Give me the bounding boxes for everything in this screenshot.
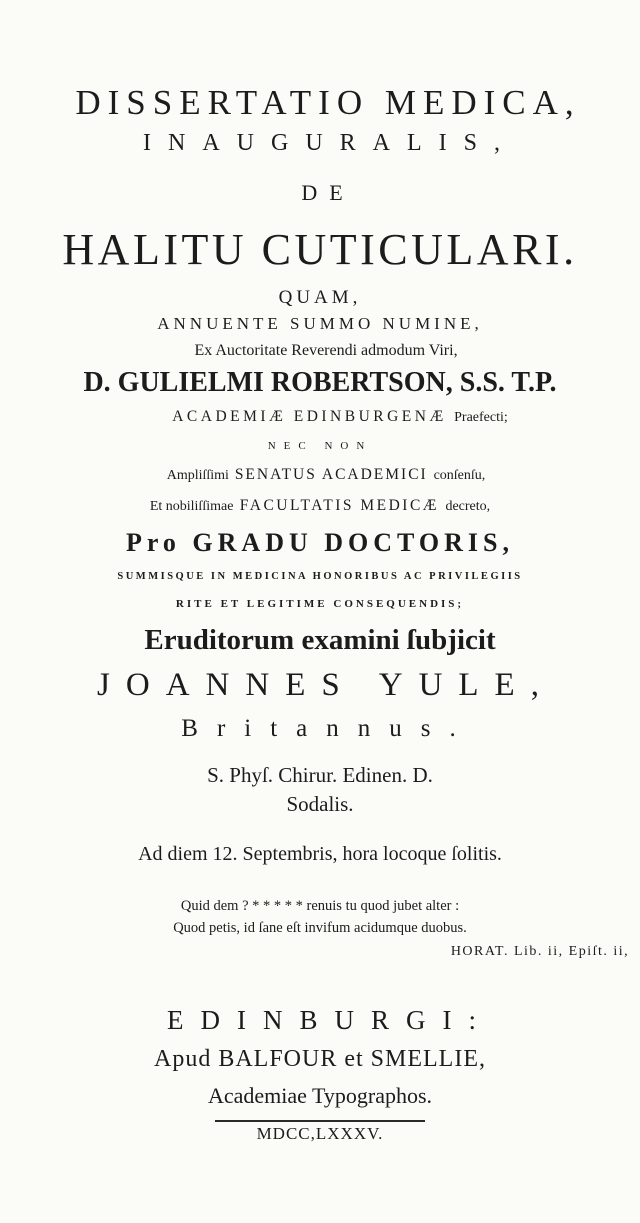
senatus-line: [0, 466, 640, 484]
author-name: JOANNES YULE,: [97, 667, 555, 703]
imprint-year: MDCC,LXXXV.: [256, 1124, 384, 1143]
imprint-role: Academiae Typographos.: [207, 1083, 433, 1108]
facultatis-text: FACULTATIS MEDICÆ: [239, 497, 440, 514]
praeses-name: D. GULIELMI ROBERTSON, S.S. T.P.: [83, 367, 557, 398]
epigraph-source: HORAT. Lib. ii, Epiſt. ii,: [450, 944, 630, 959]
dissertation-subtitle: INAUGURALIS,: [143, 130, 517, 156]
preposition-de: DE: [301, 180, 355, 205]
consensu-text: conſenſu,: [433, 468, 486, 483]
necnon-line: NEC NON: [267, 440, 373, 452]
society-line-1: S. Phyſ. Chirur. Edinen. D.: [207, 763, 433, 787]
annuente-line: ANNUENTE SUMMO NUMINE,: [157, 314, 483, 333]
imprint-city: EDINBURGI:: [167, 1005, 493, 1035]
author-nation: Britannus.: [181, 715, 475, 742]
imprint-printers: Apud BALFOUR et SMELLIE,: [154, 1046, 486, 1072]
divider-rule: [215, 1120, 425, 1122]
quam-line: QUAM,: [278, 287, 362, 308]
eruditorum-line: Eruditorum examini ſubjicit: [144, 624, 496, 656]
society-line-2: Sodalis.: [286, 792, 354, 816]
dissertation-title: DISSERTATIO MEDICA,: [75, 83, 581, 122]
praefecti-text: Praefecti;: [454, 410, 508, 425]
date-line: Ad diem 12. Septembris, hora locoque ſolitis.: [138, 843, 502, 865]
rite-line: RITE ET LEGITIME CONSEQUENDIS;: [175, 598, 465, 610]
et-nob-text: Et nobiliſſimae: [149, 499, 234, 514]
epigraph-line-2: Quod petis, id ſane eſt invifum acidumque duobus.: [173, 920, 467, 936]
academiae-line: [0, 408, 640, 426]
auctoritate-line: Ex Auctoritate Reverendi admodum Viri,: [194, 342, 458, 359]
senatus-text: SENATUS ACADEMICI: [234, 466, 428, 483]
amplissimi-text: Ampliſſimi: [166, 468, 229, 483]
decreto-text: decreto,: [445, 499, 491, 514]
pro-gradu-line: Pro GRADU DOCTORIS,: [125, 528, 514, 557]
dissertation-subject: HALITU CUTICULARI.: [62, 225, 578, 274]
epigraph-line-1: Quid dem ? * * * * * renuis tu quod jubet alter :: [180, 898, 460, 914]
academiae-text: ACADEMIÆ EDINBURGENÆ: [172, 408, 447, 425]
summisque-line: SUMMISQUE IN MEDICINA HONORIBUS AC PRIVILEGIIS: [117, 571, 523, 582]
facultatis-line: [0, 497, 640, 515]
